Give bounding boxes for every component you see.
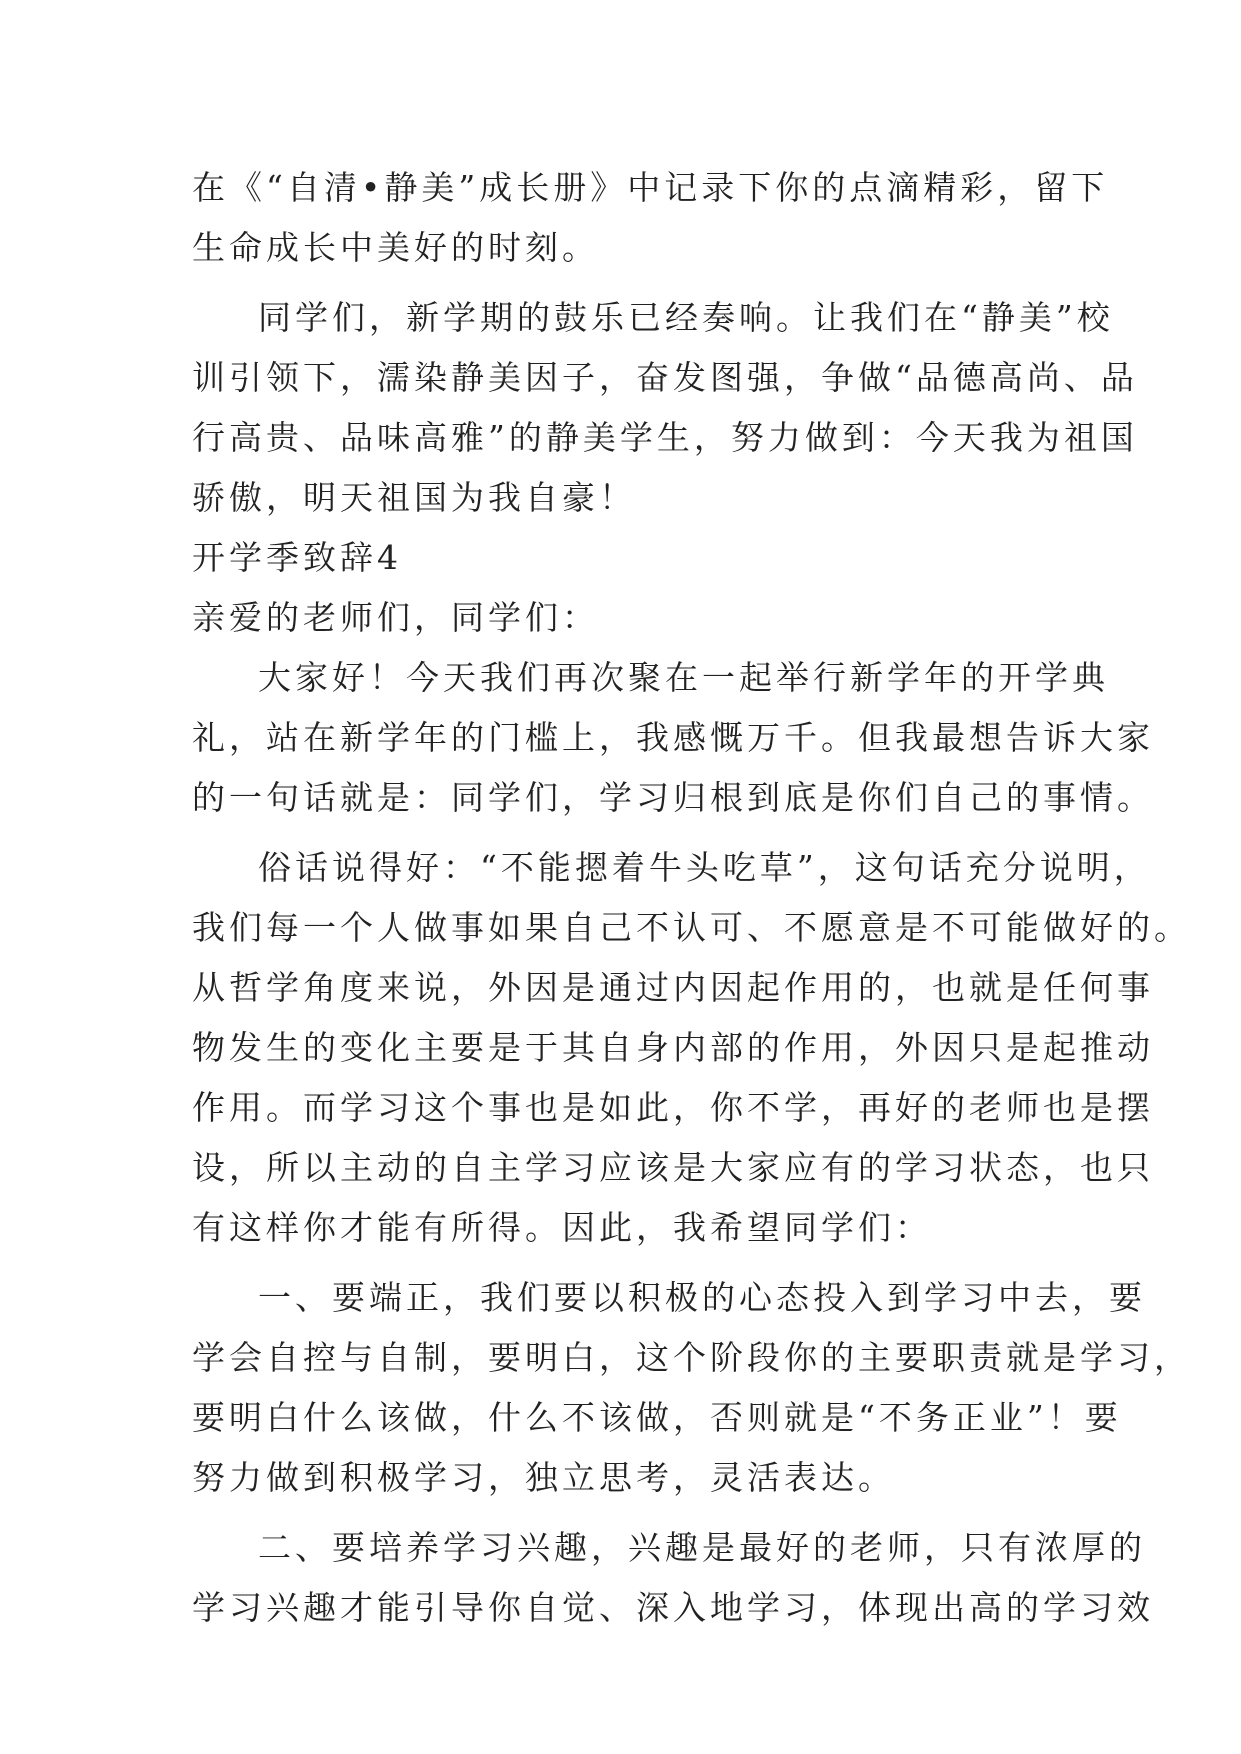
text-line: 学会自控与自制，要明白，这个阶段你的主要职责就是学习， xyxy=(192,1338,1191,1377)
text-line: 行高贵、品味高雅”的静美学生，努力做到：今天我为祖国 xyxy=(192,418,1138,457)
heading-text: 开学季致辞4 xyxy=(192,538,402,577)
text-line: 学习兴趣才能引导你自觉、深入地学习，体现出高的学习效 xyxy=(192,1588,1154,1627)
text-line: 设，所以主动的自主学习应该是大家应有的学习状态，也只 xyxy=(192,1148,1154,1187)
text-line: 同学们，新学期的鼓乐已经奏响。让我们在“静美”校 xyxy=(258,298,1114,337)
paragraph xyxy=(192,288,1138,528)
text-line: 从哲学角度来说，外因是通过内因起作用的，也就是任何事 xyxy=(192,968,1154,1007)
text-line: 生命成长中美好的时刻。 xyxy=(192,228,599,267)
text-line: 二、要培养学习兴趣，兴趣是最好的老师，只有浓厚的 xyxy=(258,1528,1146,1567)
text-line: 努力做到积极学习，独立思考，灵活表达。 xyxy=(192,1458,895,1497)
paragraph xyxy=(192,1268,1191,1508)
paragraph xyxy=(192,648,1154,828)
text-line: 作用。而学习这个事也是如此，你不学，再好的老师也是摆 xyxy=(192,1088,1154,1127)
section-heading xyxy=(192,528,1052,588)
paragraph xyxy=(192,838,1191,1258)
text-line: 要明白什么该做，什么不该做，否则就是“不务正业”！要 xyxy=(192,1398,1122,1437)
paragraph xyxy=(192,1518,1154,1638)
text-line: 在《“自清•静美”成长册》中记录下你的点滴精彩，留下 xyxy=(192,168,1109,207)
text-line: 有这样你才能有所得。因此，我希望同学们： xyxy=(192,1208,932,1247)
text-line: 的一句话就是：同学们，学习归根到底是你们自己的事情。 xyxy=(192,778,1154,817)
paragraph xyxy=(192,158,1109,278)
text-line: 我们每一个人做事如果自己不认可、不愿意是不可能做好的。 xyxy=(192,908,1191,947)
text-line: 俗话说得好：“不能摁着牛头吃草”，这句话充分说明， xyxy=(258,848,1151,887)
text-line: 训引领下，濡染静美因子，奋发图强，争做“品德高尚、品 xyxy=(192,358,1138,397)
salutation-text: 亲爱的老师们，同学们： xyxy=(192,598,599,637)
text-line: 物发生的变化主要是于其自身内部的作用，外因只是起推动 xyxy=(192,1028,1154,1067)
text-line: 骄傲，明天祖国为我自豪！ xyxy=(192,478,636,517)
document-body xyxy=(192,158,1191,1638)
text-line: 大家好！今天我们再次聚在一起举行新学年的开学典 xyxy=(258,658,1109,697)
text-line: 礼，站在新学年的门槛上，我感慨万千。但我最想告诉大家 xyxy=(192,718,1154,757)
text-line: 一、要端正，我们要以积极的心态投入到学习中去，要 xyxy=(258,1278,1146,1317)
salutation xyxy=(192,588,1052,648)
